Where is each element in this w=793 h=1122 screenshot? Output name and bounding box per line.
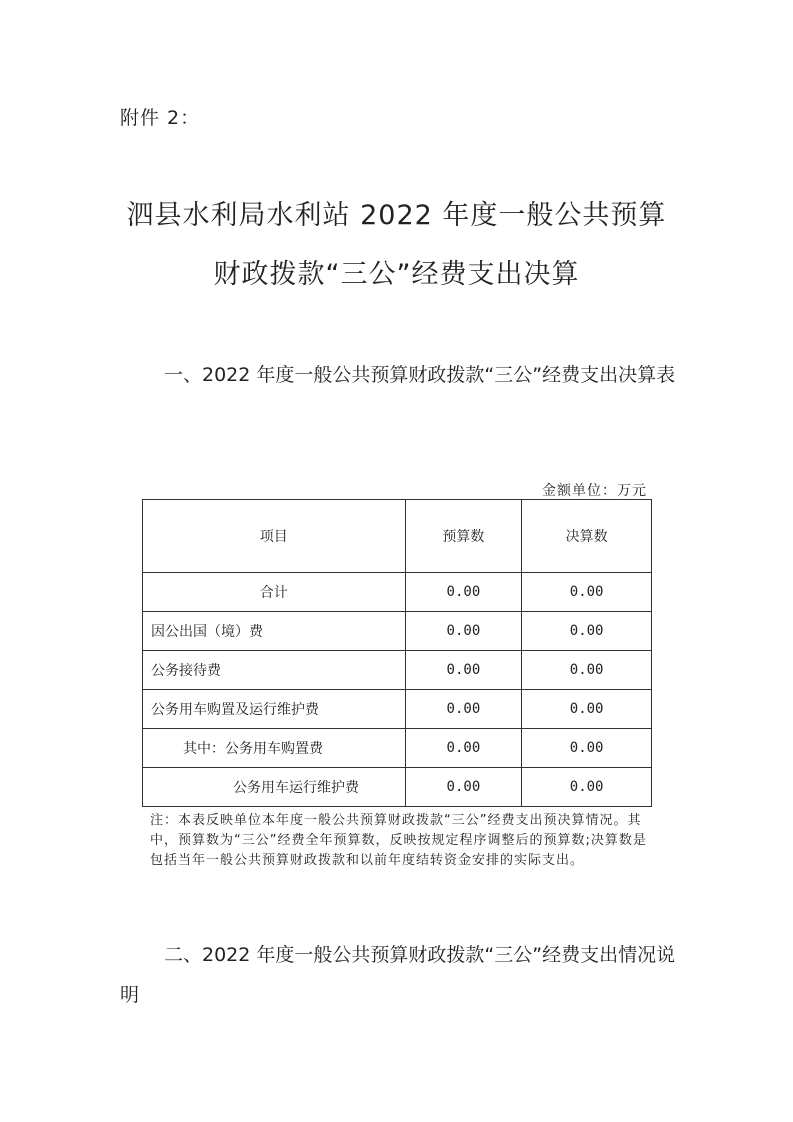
table-header-row	[143, 500, 652, 573]
document-title-line-2: 财政拨款“三公”经费支出决算	[213, 259, 580, 290]
column-header-budget: 预算数	[405, 500, 522, 573]
row-item: 其中：公务用车购置费	[143, 729, 406, 768]
document-title-line-1: 泗县水利局水利站 2022 年度一般公共预算	[126, 200, 667, 231]
row-item: 公务接待费	[143, 651, 406, 690]
expenditure-table	[142, 499, 652, 807]
unit-label: 金额单位：万元	[542, 483, 647, 499]
row-final: 0.00	[522, 690, 652, 729]
table-row	[143, 729, 652, 768]
row-item: 合计	[143, 573, 406, 612]
row-item: 公务用车运行维护费	[143, 768, 406, 807]
column-header-final: 决算数	[522, 500, 652, 573]
row-item: 因公出国（境）费	[143, 612, 406, 651]
row-item: 公务用车购置及运行维护费	[143, 690, 406, 729]
column-header-item: 项目	[143, 500, 406, 573]
attachment-label: 附件 2：	[120, 107, 201, 129]
table-row	[143, 612, 652, 651]
row-final: 0.00	[522, 612, 652, 651]
table-note: 注：本表反映单位本年度一般公共预算财政拨款“三公”经费支出预决算情况。其中，预算数为“三公”经费全年预算数，反映按规定程序调整后的预算数;决算数是包括当年一般公共预算财政拨款和以前年度结转资金安排的实际支出。	[150, 813, 647, 868]
section-2-heading: 二、2022 年度一般公共预算财政拨款“三公”经费支出情况说明	[120, 944, 676, 1006]
row-budget: 0.00	[405, 573, 522, 612]
table-row	[143, 651, 652, 690]
row-final: 0.00	[522, 729, 652, 768]
table-row	[143, 690, 652, 729]
row-budget: 0.00	[405, 768, 522, 807]
section-1-heading: 一、2022 年度一般公共预算财政拨款“三公”经费支出决算表	[164, 364, 676, 386]
row-final: 0.00	[522, 573, 652, 612]
row-budget: 0.00	[405, 651, 522, 690]
row-budget: 0.00	[405, 729, 522, 768]
table-row	[143, 573, 652, 612]
table-row	[143, 768, 652, 807]
row-budget: 0.00	[405, 612, 522, 651]
row-budget: 0.00	[405, 690, 522, 729]
row-final: 0.00	[522, 651, 652, 690]
row-final: 0.00	[522, 768, 652, 807]
